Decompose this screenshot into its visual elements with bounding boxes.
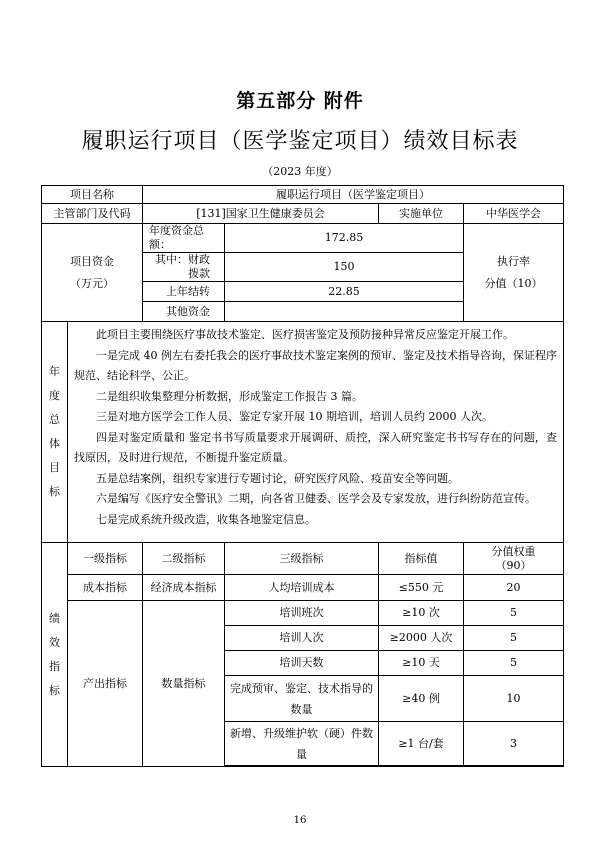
department-label: 主管部门及代码 — [42, 204, 143, 224]
header-value: 指标值 — [379, 543, 464, 575]
document-title: 履职运行项目（医学鉴定项目）绩效目标表 — [81, 129, 519, 154]
vertical-label-char: 年 — [49, 365, 60, 378]
header-weight — [464, 543, 564, 575]
performance-indicators-label — [42, 543, 68, 767]
indicators-header-row — [42, 543, 564, 575]
project-name-value: 履职运行项目（医学鉴定项目） — [143, 186, 564, 204]
goal-paragraph: 五是总结案例，组织专家进行专题讨论，研究医疗风险、疫苗安全等问题。 — [96, 471, 459, 485]
project-name-label: 项目名称 — [42, 186, 143, 204]
implementing-unit-value: 中华医学会 — [464, 204, 564, 224]
department-row — [42, 204, 564, 224]
output-weight: 5 — [464, 626, 564, 651]
output-indicator-row — [42, 601, 564, 626]
output-weight: 5 — [464, 651, 564, 676]
part-title: 第五部分 附件 — [236, 90, 364, 112]
output-level3: 完成预审、鉴定、技术指导的数量 — [225, 676, 379, 722]
goal-paragraph: 此项目主要围绕医疗事故技术鉴定、医疗损害鉴定及预防接种异常反应鉴定开展工作。 — [96, 328, 514, 341]
header-weight-line1: 分值权重 — [491, 544, 536, 558]
cost-level1: 成本指标 — [68, 575, 143, 601]
funds-carryover-value: 22.85 — [225, 282, 464, 302]
cost-weight: 20 — [464, 575, 564, 601]
goal-paragraph: 七是完成系统升级改造，收集各地鉴定信息。 — [96, 512, 316, 526]
output-weight: 5 — [464, 601, 564, 626]
execution-rate-cell — [464, 224, 564, 322]
empty-cell — [225, 766, 379, 767]
performance-table — [41, 185, 564, 767]
project-name-row — [42, 186, 564, 204]
funds-total-value: 172.85 — [225, 224, 464, 253]
annual-goals-row — [42, 322, 564, 543]
vertical-label-char: 体 — [49, 437, 60, 450]
vertical-label-char: 总 — [49, 413, 60, 426]
funds-fiscal-label: 其中：财政拨款 — [143, 253, 225, 282]
output-value: ≥1 台/套 — [379, 722, 464, 766]
goal-paragraph: 三是对地方医学会工作人员、鉴定专家开展 10 期培训，培训人员约 2000 人次。 — [96, 410, 493, 423]
empty-cell — [379, 766, 464, 767]
funds-total-label: 年度资金总额： — [143, 224, 225, 253]
page-number: 16 — [293, 815, 307, 826]
annual-goals-content — [68, 322, 564, 543]
vertical-label-char: 指 — [49, 659, 60, 673]
header-level3: 三级指标 — [225, 543, 379, 575]
funds-other-value — [225, 302, 464, 322]
output-value: ≥40 例 — [379, 676, 464, 722]
funds-label — [42, 224, 143, 322]
header-level2: 二级指标 — [143, 543, 225, 575]
annual-goals-label — [42, 322, 68, 543]
vertical-label-char: 绩 — [49, 611, 60, 625]
output-level2: 数量指标 — [143, 601, 225, 767]
funds-label-line2: （万元） — [70, 276, 114, 290]
goal-paragraph: 六是编写《医疗安全警讯》二期，向各省卫健委、医学会及专家发放，进行纠纷防范宣传。 — [96, 492, 536, 505]
funds-fiscal-value: 150 — [225, 253, 464, 282]
year-label: （2023 年度） — [262, 165, 338, 178]
output-level3: 培训人次 — [225, 626, 379, 651]
funds-label-line1: 项目资金 — [70, 254, 114, 268]
department-value: [131]国家卫生健康委员会 — [143, 204, 379, 224]
output-value: ≥10 次 — [379, 601, 464, 626]
cost-level2: 经济成本指标 — [143, 575, 225, 601]
goal-paragraph: 二是组织收集整理分析数据，形成鉴定工作报告 3 篇。 — [96, 389, 363, 403]
output-level3: 新增、升级维护软（硬）件数量 — [225, 722, 379, 766]
execution-rate-score: 分值（10） — [484, 276, 543, 290]
cost-value: ≤550 元 — [379, 575, 464, 601]
goal-paragraph: 一是完成 40 例左右委托我会的医疗事故技术鉴定案例的预审、鉴定及技术指导咨询，保证程序规范、结论科学、公正。 — [74, 348, 558, 382]
execution-rate-label: 执行率 — [497, 254, 531, 268]
output-value: ≥10 天 — [379, 651, 464, 676]
output-level3: 培训天数 — [225, 651, 379, 676]
funds-other-label: 其他资金 — [143, 302, 225, 322]
output-value: ≥2000 人次 — [379, 626, 464, 651]
header-level1: 一级指标 — [68, 543, 143, 575]
empty-cell — [464, 766, 564, 767]
vertical-label-char: 度 — [49, 389, 60, 402]
output-level3: 培训班次 — [225, 601, 379, 626]
vertical-label-char: 目 — [49, 461, 60, 474]
header-weight-line2: （90） — [495, 558, 532, 572]
cost-level3: 人均培训成本 — [225, 575, 379, 601]
funds-carryover-label: 上年结转 — [143, 282, 225, 302]
output-weight: 3 — [464, 722, 564, 766]
output-weight: 10 — [464, 676, 564, 722]
vertical-label-char: 标 — [49, 485, 60, 498]
output-level1: 产出指标 — [68, 601, 143, 767]
cost-indicator-row — [42, 575, 564, 601]
goal-paragraph: 四是对鉴定质量和 鉴定书书写质量要求开展调研、质控，深入研究鉴定书书写存在的问题，查找原因，及时进行规范，不断提升鉴定质量。 — [74, 430, 558, 464]
vertical-label-char: 效 — [49, 635, 60, 649]
funds-row — [42, 224, 564, 253]
implementing-unit-label: 实施单位 — [379, 204, 464, 224]
vertical-label-char: 标 — [49, 683, 60, 697]
